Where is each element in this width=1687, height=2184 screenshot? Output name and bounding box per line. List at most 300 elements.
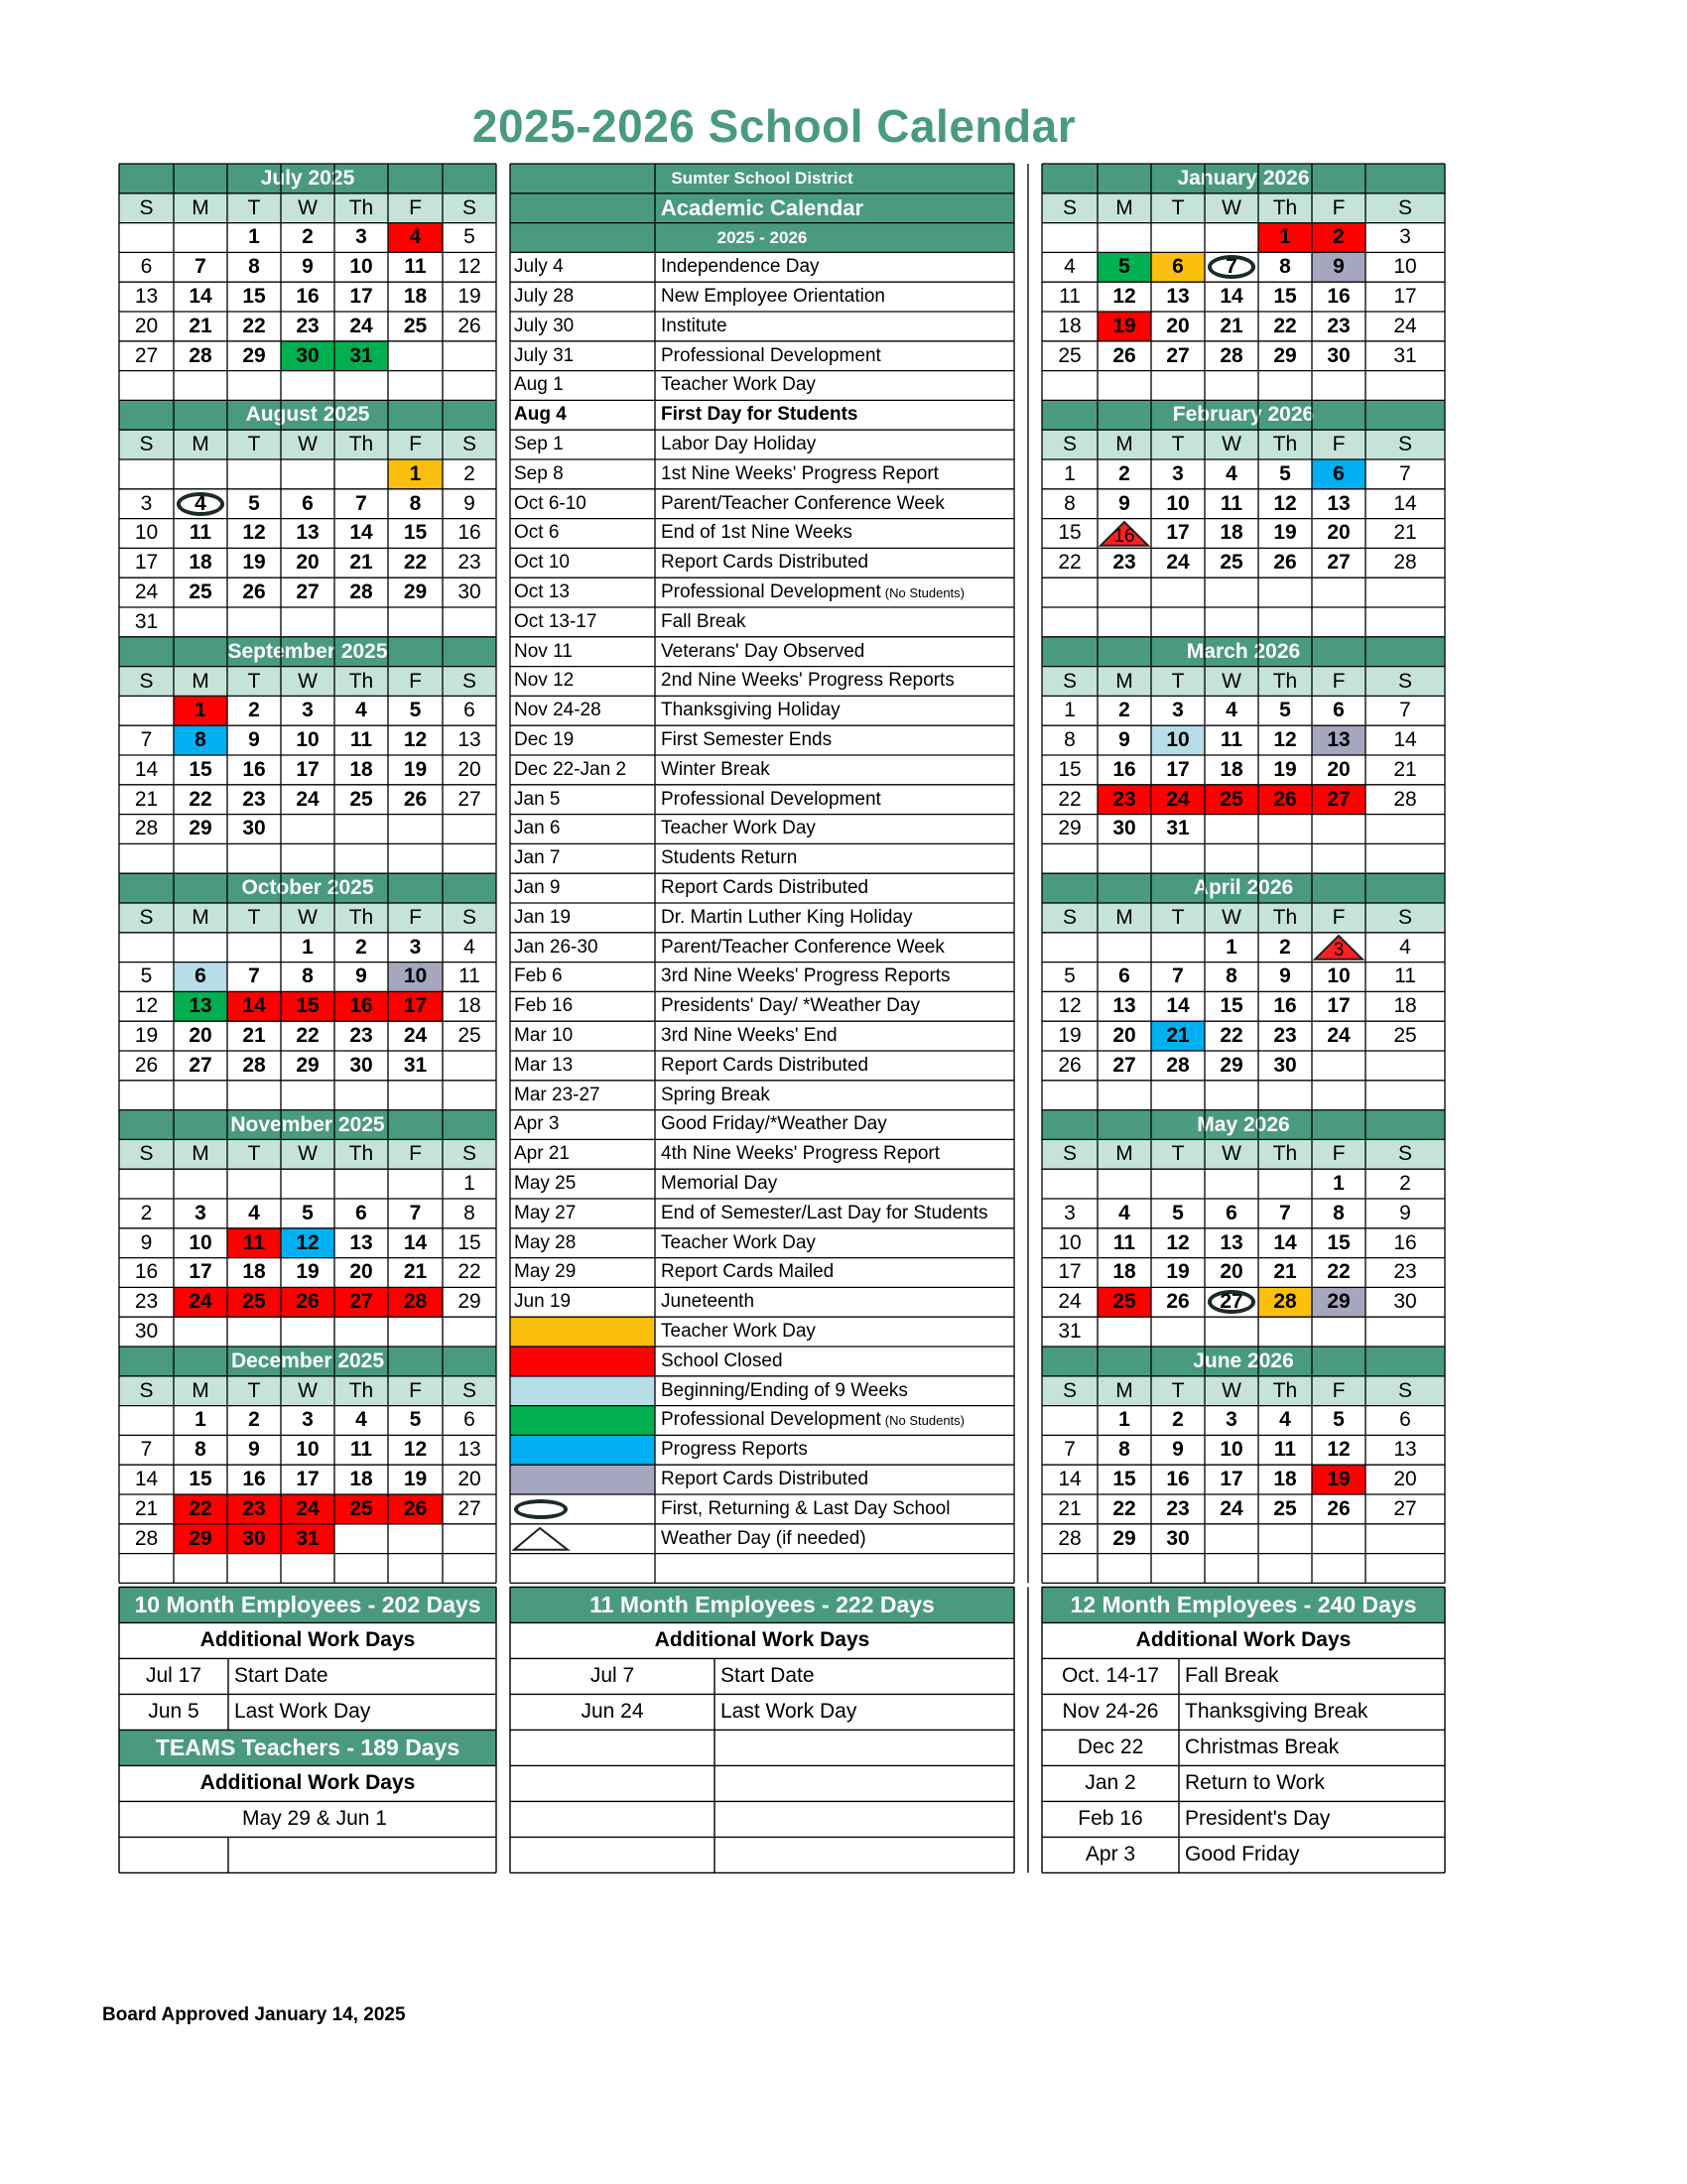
day-cell[interactable]: 9 bbox=[1118, 728, 1130, 752]
day-cell[interactable]: 28 bbox=[189, 343, 212, 367]
day-cell[interactable]: 12 bbox=[403, 1438, 428, 1462]
day-cell[interactable]: 6 bbox=[1151, 252, 1205, 282]
day-cell[interactable]: 25 bbox=[403, 314, 428, 337]
day-cell[interactable]: 23 bbox=[227, 1494, 281, 1524]
day-cell[interactable]: 19 bbox=[1166, 1260, 1190, 1284]
day-cell[interactable]: 18 bbox=[1220, 757, 1243, 781]
day-cell[interactable]: 2 bbox=[1172, 1408, 1184, 1432]
day-cell[interactable]: 30 bbox=[1166, 1526, 1190, 1550]
day-cell[interactable]: 24 bbox=[1393, 314, 1417, 337]
day-cell[interactable]: 15 bbox=[189, 757, 212, 781]
day-cell[interactable]: 19 bbox=[1058, 1024, 1082, 1048]
day-cell[interactable]: 13 bbox=[457, 1438, 481, 1462]
day-cell[interactable]: 21 bbox=[134, 787, 159, 811]
day-cell[interactable]: 6 bbox=[463, 1408, 475, 1432]
day-cell[interactable]: 6 bbox=[1333, 699, 1345, 722]
day-cell[interactable]: 3 bbox=[1226, 1408, 1237, 1432]
day-cell[interactable]: 5 bbox=[302, 1201, 314, 1224]
day-cell[interactable]: 11 bbox=[1220, 728, 1243, 752]
day-cell[interactable]: 9 bbox=[1118, 491, 1130, 515]
day-cell[interactable]: 6 bbox=[1226, 1201, 1237, 1224]
day-cell[interactable]: 7 bbox=[1399, 699, 1411, 722]
day-cell[interactable]: 16 bbox=[296, 285, 320, 309]
day-cell[interactable]: 11 bbox=[1273, 1438, 1297, 1462]
day-cell[interactable]: 16 bbox=[1327, 285, 1351, 309]
day-cell[interactable]: 27 bbox=[1312, 785, 1365, 815]
day-cell[interactable]: 29 bbox=[174, 1524, 227, 1554]
day-cell[interactable]: 26 bbox=[388, 1494, 443, 1524]
day-cell[interactable]: 18 bbox=[1393, 994, 1417, 1018]
day-cell[interactable]: 20 bbox=[1112, 1024, 1136, 1048]
day-cell[interactable]: 19 bbox=[296, 1260, 320, 1284]
day-cell[interactable]: 8 bbox=[409, 491, 422, 515]
day-cell[interactable]: 13 bbox=[1327, 491, 1351, 515]
day-cell[interactable]: 25 bbox=[1058, 343, 1082, 367]
day-cell[interactable]: 12 bbox=[281, 1228, 334, 1258]
day-cell[interactable]: 6 bbox=[463, 699, 475, 722]
day-cell[interactable]: 1 bbox=[1333, 1172, 1345, 1196]
day-cell[interactable]: 4 bbox=[355, 1408, 367, 1432]
day-cell[interactable]: 5 bbox=[140, 964, 153, 988]
day-cell[interactable]: 8 bbox=[1226, 964, 1237, 988]
day-cell[interactable]: 4 bbox=[1226, 461, 1237, 485]
day-cell[interactable]: 25 bbox=[1205, 785, 1258, 815]
day-cell[interactable]: 1 bbox=[388, 459, 443, 489]
day-cell[interactable]: 1 bbox=[195, 1408, 206, 1432]
day-cell[interactable]: 30 bbox=[1112, 817, 1136, 840]
day-cell[interactable]: 20 bbox=[296, 551, 320, 575]
day-cell[interactable]: 13 bbox=[1112, 994, 1136, 1018]
day-cell[interactable]: 21 bbox=[189, 314, 212, 337]
day-cell[interactable]: 2 bbox=[1312, 223, 1365, 253]
day-cell[interactable]: 8 bbox=[248, 255, 260, 279]
day-cell[interactable]: 20 bbox=[1393, 1468, 1417, 1491]
day-cell[interactable]: 20 bbox=[349, 1260, 373, 1284]
day-cell[interactable]: 1 bbox=[1118, 1408, 1130, 1432]
day-cell[interactable]: 15 bbox=[242, 285, 266, 309]
day-cell[interactable]: 20 bbox=[189, 1024, 212, 1048]
day-cell[interactable]: 17 bbox=[296, 1468, 320, 1491]
day-cell[interactable]: 27 bbox=[296, 580, 320, 604]
day-cell[interactable]: 10 bbox=[1393, 255, 1417, 279]
day-cell[interactable]: 18 bbox=[1220, 521, 1243, 545]
day-cell[interactable]: 16 bbox=[1166, 1468, 1190, 1491]
day-cell[interactable]: 26 bbox=[403, 787, 428, 811]
day-cell[interactable]: 8 bbox=[1064, 728, 1076, 752]
day-cell[interactable]: 17 bbox=[349, 285, 373, 309]
day-cell[interactable]: 30 bbox=[1327, 343, 1351, 367]
day-cell[interactable]: 11 bbox=[1112, 1230, 1136, 1254]
day-cell[interactable]: 20 bbox=[457, 1468, 481, 1491]
day-cell[interactable]: 9 bbox=[248, 1438, 260, 1462]
day-cell[interactable]: 6 bbox=[1118, 964, 1130, 988]
day-cell[interactable]: 8 bbox=[463, 1201, 475, 1224]
day-cell[interactable]: 14 bbox=[1393, 728, 1417, 752]
day-cell[interactable]: 22 bbox=[1273, 314, 1297, 337]
day-cell[interactable]: 13 bbox=[1393, 1438, 1417, 1462]
day-cell[interactable]: 28 bbox=[349, 580, 373, 604]
day-cell[interactable]: 1 bbox=[1258, 223, 1312, 253]
day-cell[interactable]: 10 bbox=[388, 963, 443, 992]
day-cell[interactable]: 9 bbox=[1312, 252, 1365, 282]
day-cell[interactable]: 11 bbox=[404, 255, 427, 279]
day-cell[interactable]: 19 bbox=[134, 1024, 159, 1048]
day-cell[interactable]: 14 bbox=[227, 991, 281, 1021]
day-cell[interactable]: 17 bbox=[1166, 521, 1190, 545]
day-cell[interactable]: 22 bbox=[457, 1260, 481, 1284]
day-cell[interactable]: 27 bbox=[1112, 1053, 1136, 1077]
day-cell[interactable]: 21 bbox=[1273, 1260, 1297, 1284]
day-cell[interactable]: 25 bbox=[1098, 1287, 1151, 1317]
day-cell[interactable]: 28 bbox=[1166, 1053, 1190, 1077]
day-cell[interactable]: 21 bbox=[403, 1260, 428, 1284]
day-cell[interactable]: 24 bbox=[134, 580, 159, 604]
day-cell[interactable]: 21 bbox=[349, 551, 373, 575]
day-cell[interactable]: 28 bbox=[388, 1287, 443, 1317]
day-cell[interactable]: 15 bbox=[457, 1230, 481, 1254]
day-cell[interactable]: 28 bbox=[1258, 1287, 1312, 1317]
day-cell[interactable]: 2 bbox=[140, 1201, 153, 1224]
day-cell[interactable]: 6 bbox=[355, 1201, 367, 1224]
day-cell[interactable]: 27 bbox=[457, 787, 481, 811]
day-cell[interactable]: 7 bbox=[1399, 461, 1411, 485]
day-cell[interactable]: 24 bbox=[1220, 1496, 1243, 1520]
day-cell[interactable]: 17 bbox=[388, 991, 443, 1021]
day-cell[interactable]: 13 bbox=[1220, 1230, 1243, 1254]
day-cell[interactable]: 14 bbox=[1393, 491, 1417, 515]
day-cell[interactable]: 22 bbox=[403, 551, 428, 575]
day-cell[interactable]: 18 bbox=[1058, 314, 1082, 337]
day-cell[interactable]: 13 bbox=[1312, 725, 1365, 755]
day-cell[interactable]: 29 bbox=[1312, 1287, 1365, 1317]
day-cell[interactable]: 11 bbox=[349, 728, 373, 752]
day-cell[interactable]: 30 bbox=[134, 1320, 159, 1344]
day-cell[interactable]: 8 bbox=[302, 964, 314, 988]
day-cell[interactable]: 28 bbox=[1393, 551, 1417, 575]
day-cell[interactable]: 16 bbox=[457, 521, 481, 545]
day-cell[interactable]: 29 bbox=[1220, 1053, 1243, 1077]
day-cell[interactable]: 2 bbox=[248, 1408, 260, 1432]
day-cell[interactable]: 2 bbox=[1118, 699, 1130, 722]
day-cell[interactable]: 7 bbox=[409, 1201, 422, 1224]
day-cell[interactable]: 5 bbox=[409, 1408, 422, 1432]
day-cell[interactable]: 4 bbox=[195, 491, 206, 515]
day-cell[interactable]: 17 bbox=[1393, 285, 1417, 309]
day-cell[interactable]: 5 bbox=[248, 491, 260, 515]
day-cell[interactable]: 9 bbox=[1399, 1201, 1411, 1224]
day-cell[interactable]: 18 bbox=[242, 1260, 266, 1284]
day-cell[interactable]: 15 bbox=[281, 991, 334, 1021]
day-cell[interactable]: 26 bbox=[1258, 785, 1312, 815]
day-cell[interactable]: 22 bbox=[1327, 1260, 1351, 1284]
day-cell[interactable]: 29 bbox=[403, 580, 428, 604]
day-cell[interactable]: 30 bbox=[1273, 1053, 1297, 1077]
day-cell[interactable]: 27 bbox=[334, 1287, 388, 1317]
day-cell[interactable]: 26 bbox=[242, 580, 266, 604]
day-cell[interactable]: 28 bbox=[1393, 787, 1417, 811]
day-cell[interactable]: 26 bbox=[1112, 343, 1136, 367]
day-cell[interactable]: 17 bbox=[189, 1260, 212, 1284]
day-cell[interactable]: 10 bbox=[1220, 1438, 1243, 1462]
day-cell[interactable]: 7 bbox=[195, 255, 206, 279]
day-cell[interactable]: 3 bbox=[409, 935, 422, 959]
day-cell[interactable]: 21 bbox=[1058, 1496, 1082, 1520]
day-cell[interactable]: 22 bbox=[242, 314, 266, 337]
day-cell[interactable]: 28 bbox=[134, 817, 159, 840]
day-cell[interactable]: 21 bbox=[1393, 521, 1417, 545]
day-cell[interactable]: 12 bbox=[403, 728, 428, 752]
day-cell[interactable]: 24 bbox=[403, 1024, 428, 1048]
day-cell[interactable]: 1 bbox=[302, 935, 314, 959]
day-cell[interactable]: 24 bbox=[349, 314, 373, 337]
day-cell[interactable]: 31 bbox=[281, 1524, 334, 1554]
day-cell[interactable]: 10 bbox=[349, 255, 373, 279]
day-cell[interactable]: 23 bbox=[1098, 785, 1151, 815]
day-cell[interactable]: 31 bbox=[134, 609, 159, 633]
day-cell[interactable]: 30 bbox=[281, 341, 334, 371]
day-cell[interactable]: 3 bbox=[195, 1201, 206, 1224]
day-cell[interactable]: 10 bbox=[296, 728, 320, 752]
day-cell[interactable]: 29 bbox=[1273, 343, 1297, 367]
day-cell[interactable]: 10 bbox=[1327, 964, 1351, 988]
day-cell[interactable]: 18 bbox=[189, 551, 212, 575]
day-cell[interactable]: 29 bbox=[1112, 1526, 1136, 1550]
day-cell[interactable]: 26 bbox=[1273, 551, 1297, 575]
day-cell[interactable]: 1 bbox=[1064, 699, 1076, 722]
day-cell[interactable]: 11 bbox=[227, 1228, 281, 1258]
day-cell[interactable]: 30 bbox=[242, 817, 266, 840]
day-cell[interactable]: 14 bbox=[189, 285, 212, 309]
day-cell[interactable]: 25 bbox=[349, 787, 373, 811]
day-cell[interactable]: 4 bbox=[248, 1201, 260, 1224]
day-cell[interactable]: 12 bbox=[457, 255, 481, 279]
day-cell[interactable]: 4 bbox=[1118, 1201, 1130, 1224]
day-cell[interactable]: 12 bbox=[1166, 1230, 1190, 1254]
day-cell[interactable]: 7 bbox=[140, 1438, 153, 1462]
day-cell[interactable]: 3 bbox=[1064, 1201, 1076, 1224]
day-cell[interactable]: 14 bbox=[134, 757, 159, 781]
day-cell[interactable]: 22 bbox=[1112, 1496, 1136, 1520]
day-cell[interactable]: 19 bbox=[1312, 1465, 1365, 1494]
day-cell[interactable]: 23 bbox=[349, 1024, 373, 1048]
day-cell[interactable]: 24 bbox=[1166, 551, 1190, 575]
day-cell[interactable]: 3 bbox=[1172, 461, 1184, 485]
day-cell[interactable]: 29 bbox=[189, 817, 212, 840]
day-cell[interactable]: 24 bbox=[1058, 1290, 1082, 1314]
day-cell[interactable]: 23 bbox=[1273, 1024, 1297, 1048]
day-cell[interactable]: 6 bbox=[140, 255, 153, 279]
day-cell[interactable]: 10 bbox=[1166, 491, 1190, 515]
day-cell[interactable]: 14 bbox=[1058, 1468, 1082, 1491]
day-cell[interactable]: 17 bbox=[296, 757, 320, 781]
day-cell[interactable]: 1 bbox=[248, 225, 260, 249]
day-cell[interactable]: 11 bbox=[1059, 285, 1081, 309]
day-cell[interactable]: 16 bbox=[1273, 994, 1297, 1018]
day-cell[interactable]: 9 bbox=[355, 964, 367, 988]
day-cell[interactable]: 25 bbox=[189, 580, 212, 604]
day-cell[interactable]: 23 bbox=[1112, 551, 1136, 575]
day-cell[interactable]: 15 bbox=[1220, 994, 1243, 1018]
day-cell[interactable]: 26 bbox=[1327, 1496, 1351, 1520]
day-cell[interactable]: 16 bbox=[1112, 757, 1136, 781]
day-cell[interactable]: 26 bbox=[1166, 1290, 1190, 1314]
day-cell[interactable]: 7 bbox=[1064, 1438, 1076, 1462]
day-cell[interactable]: 14 bbox=[134, 1468, 159, 1491]
day-cell[interactable]: 5 bbox=[463, 225, 475, 249]
day-cell[interactable]: 7 bbox=[248, 964, 260, 988]
day-cell[interactable]: 1 bbox=[463, 1172, 475, 1196]
day-cell[interactable]: 28 bbox=[1058, 1526, 1082, 1550]
day-cell[interactable]: 15 bbox=[1273, 285, 1297, 309]
day-cell[interactable]: 15 bbox=[403, 521, 428, 545]
day-cell[interactable]: 8 bbox=[1064, 491, 1076, 515]
day-cell[interactable]: 27 bbox=[1327, 551, 1351, 575]
day-cell[interactable]: 4 bbox=[463, 935, 475, 959]
day-cell[interactable]: 19 bbox=[1098, 312, 1151, 341]
day-cell[interactable]: 12 bbox=[1058, 994, 1082, 1018]
day-cell[interactable]: 12 bbox=[1327, 1438, 1351, 1462]
day-cell[interactable]: 18 bbox=[457, 994, 481, 1018]
day-cell[interactable]: 8 bbox=[1118, 1438, 1130, 1462]
day-cell[interactable]: 12 bbox=[134, 994, 159, 1018]
day-cell[interactable]: 22 bbox=[296, 1024, 320, 1048]
day-cell[interactable]: 31 bbox=[1058, 1320, 1082, 1344]
day-cell[interactable]: 29 bbox=[457, 1290, 481, 1314]
day-cell[interactable]: 20 bbox=[134, 314, 159, 337]
day-cell[interactable]: 22 bbox=[189, 787, 212, 811]
day-cell[interactable]: 26 bbox=[457, 314, 481, 337]
day-cell[interactable]: 22 bbox=[1220, 1024, 1243, 1048]
day-cell[interactable]: 18 bbox=[349, 1468, 373, 1491]
day-cell[interactable]: 18 bbox=[349, 757, 373, 781]
day-cell[interactable]: 11 bbox=[1394, 964, 1416, 988]
day-cell[interactable]: 2 bbox=[1399, 1172, 1411, 1196]
day-cell[interactable]: 15 bbox=[1058, 757, 1082, 781]
day-cell[interactable]: 15 bbox=[1058, 521, 1082, 545]
day-cell[interactable]: 3 bbox=[355, 225, 367, 249]
day-cell[interactable]: 22 bbox=[174, 1494, 227, 1524]
day-cell[interactable]: 3 bbox=[302, 1408, 314, 1432]
day-cell[interactable]: 25 bbox=[1273, 1496, 1297, 1520]
day-cell[interactable]: 28 bbox=[1220, 343, 1243, 367]
day-cell[interactable]: 14 bbox=[349, 521, 373, 545]
day-cell[interactable]: 5 bbox=[1172, 1201, 1184, 1224]
day-cell[interactable]: 21 bbox=[242, 1024, 266, 1048]
day-cell[interactable]: 10 bbox=[189, 1230, 212, 1254]
day-cell[interactable]: 11 bbox=[189, 521, 212, 545]
day-cell[interactable]: 27 bbox=[1220, 1290, 1243, 1314]
day-cell[interactable]: 11 bbox=[349, 1438, 373, 1462]
day-cell[interactable]: 20 bbox=[1166, 314, 1190, 337]
day-cell[interactable]: 13 bbox=[349, 1230, 373, 1254]
day-cell[interactable]: 17 bbox=[1220, 1468, 1243, 1491]
day-cell[interactable]: 8 bbox=[1279, 255, 1291, 279]
day-cell[interactable]: 2 bbox=[248, 699, 260, 722]
day-cell[interactable]: 9 bbox=[140, 1230, 153, 1254]
day-cell[interactable]: 20 bbox=[1220, 1260, 1243, 1284]
day-cell[interactable]: 7 bbox=[355, 491, 367, 515]
day-cell[interactable]: 13 bbox=[296, 521, 320, 545]
day-cell[interactable]: 6 bbox=[1312, 459, 1365, 489]
day-cell[interactable]: 19 bbox=[457, 285, 481, 309]
day-cell[interactable]: 21 bbox=[134, 1496, 159, 1520]
day-cell[interactable]: 19 bbox=[1273, 757, 1297, 781]
day-cell[interactable]: 17 bbox=[1058, 1260, 1082, 1284]
day-cell[interactable]: 28 bbox=[242, 1053, 266, 1077]
day-cell[interactable]: 16 bbox=[334, 991, 388, 1021]
day-cell[interactable]: 16 bbox=[134, 1260, 159, 1284]
day-cell[interactable]: 8 bbox=[1333, 1201, 1345, 1224]
day-cell[interactable]: 27 bbox=[134, 343, 159, 367]
day-cell[interactable]: 25 bbox=[227, 1287, 281, 1317]
day-cell[interactable]: 29 bbox=[242, 343, 266, 367]
day-cell[interactable]: 25 bbox=[1393, 1024, 1417, 1048]
day-cell[interactable]: 30 bbox=[227, 1524, 281, 1554]
day-cell[interactable]: 24 bbox=[1327, 1024, 1351, 1048]
day-cell[interactable]: 21 bbox=[1220, 314, 1243, 337]
day-cell[interactable]: 10 bbox=[1058, 1230, 1082, 1254]
day-cell[interactable]: 11 bbox=[458, 964, 480, 988]
day-cell[interactable]: 26 bbox=[134, 1053, 159, 1077]
day-cell[interactable]: 1 bbox=[1064, 461, 1076, 485]
day-cell[interactable]: 7 bbox=[1226, 255, 1237, 279]
day-cell[interactable]: 7 bbox=[140, 728, 153, 752]
day-cell[interactable]: 21 bbox=[1393, 757, 1417, 781]
day-cell[interactable]: 15 bbox=[189, 1468, 212, 1491]
day-cell[interactable]: 25 bbox=[1220, 551, 1243, 575]
day-cell[interactable]: 11 bbox=[1220, 491, 1243, 515]
day-cell[interactable]: 5 bbox=[1279, 461, 1291, 485]
day-cell[interactable]: 5 bbox=[1279, 699, 1291, 722]
day-cell[interactable]: 16 bbox=[242, 757, 266, 781]
day-cell[interactable]: 31 bbox=[334, 341, 388, 371]
day-cell[interactable]: 31 bbox=[403, 1053, 428, 1077]
day-cell[interactable]: 12 bbox=[1273, 491, 1297, 515]
day-cell[interactable]: 6 bbox=[302, 491, 314, 515]
day-cell[interactable]: 10 bbox=[134, 521, 159, 545]
day-cell[interactable]: 3 bbox=[1172, 699, 1184, 722]
day-cell[interactable]: 25 bbox=[334, 1494, 388, 1524]
day-cell[interactable]: 23 bbox=[1393, 1260, 1417, 1284]
day-cell[interactable]: 9 bbox=[302, 255, 314, 279]
day-cell[interactable]: 9 bbox=[1172, 1438, 1184, 1462]
day-cell[interactable]: 22 bbox=[1058, 787, 1082, 811]
day-cell[interactable]: 10 bbox=[296, 1438, 320, 1462]
day-cell[interactable]: 12 bbox=[1112, 285, 1136, 309]
day-cell[interactable]: 16 bbox=[1393, 1230, 1417, 1254]
day-cell[interactable]: 24 bbox=[296, 787, 320, 811]
day-cell[interactable]: 2 bbox=[1118, 461, 1130, 485]
day-cell[interactable]: 8 bbox=[174, 725, 227, 755]
day-cell[interactable]: 7 bbox=[1279, 1201, 1291, 1224]
day-cell[interactable]: 2 bbox=[1279, 935, 1291, 959]
day-cell[interactable]: 27 bbox=[457, 1496, 481, 1520]
day-cell[interactable]: 27 bbox=[1166, 343, 1190, 367]
day-cell[interactable]: 24 bbox=[281, 1494, 334, 1524]
day-cell[interactable]: 17 bbox=[134, 551, 159, 575]
day-cell[interactable]: 28 bbox=[134, 1526, 159, 1550]
day-cell[interactable]: 19 bbox=[403, 1468, 428, 1491]
day-cell[interactable]: 14 bbox=[403, 1230, 428, 1254]
day-cell[interactable]: 9 bbox=[463, 491, 475, 515]
day-cell[interactable]: 5 bbox=[1064, 964, 1076, 988]
day-cell[interactable]: 2 bbox=[302, 225, 314, 249]
day-cell[interactable]: 16 bbox=[242, 1468, 266, 1491]
day-cell[interactable]: 23 bbox=[457, 551, 481, 575]
day-cell[interactable]: 26 bbox=[281, 1287, 334, 1317]
day-cell[interactable]: 12 bbox=[1273, 728, 1297, 752]
day-cell[interactable]: 22 bbox=[1058, 551, 1082, 575]
